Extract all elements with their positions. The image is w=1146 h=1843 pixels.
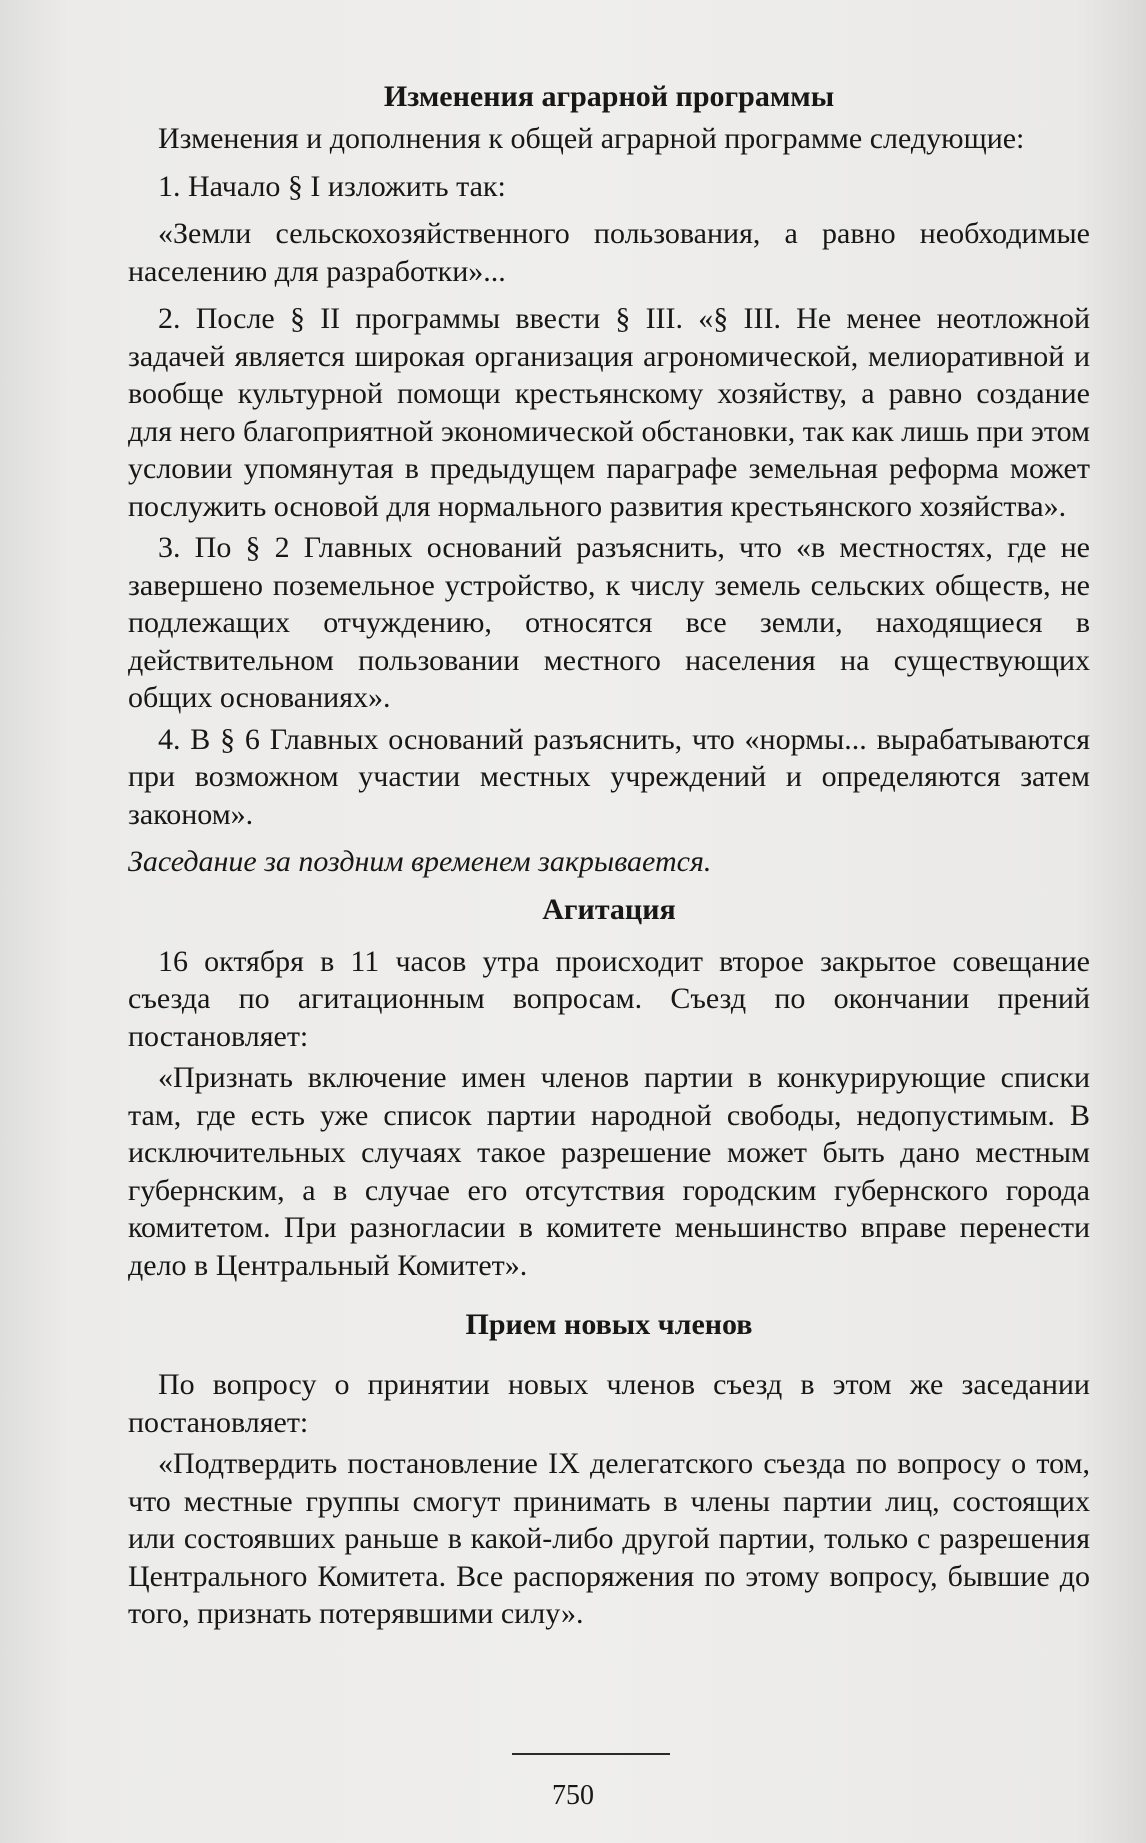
text-column <box>128 78 1090 1633</box>
paragraph: Изменения и дополнения к общей аграрной программе следующие: <box>158 122 1025 155</box>
paragraph: «Земли сельскохозяйственного пользования, а равно необходимые населению для разработки»... <box>128 217 1090 288</box>
paragraph: «Подтвердить постановление IX делегатского съезда по вопросу о том, что местные группы смогут принимать в члены партии лиц, состоящих или состоявших раньше в какой-либо другой партии, только с разрешения Центрального Комитета. Все распоряжения по этому вопросу, бывшие до того, признать потерявшими силу». <box>128 1447 1090 1630</box>
paragraph: 2. После § II программы ввести § III. «§ III. Не менее неотложной задачей является широкая организация агрономической, мелиоративной и вообще культурной помощи крестьянскому хозяйству, а равно создание для него благоприятной экономической обстановки, так как лишь при этом условии упомянутая в предыдущем параграфе земельная реформа может послужить основой для нормального развития крестьянского хозяйства». <box>128 302 1090 523</box>
section-heading-agitation: Агитация <box>542 892 676 926</box>
paragraph: 16 октября в 11 часов утра происходит второе закрытое совещание съезда по агитационным вопросам. Съезд по окончании прений постановляет: <box>128 944 1090 1053</box>
paragraph: По вопросу о принятии новых членов съезд в этом же заседании постановляет: <box>128 1368 1090 1439</box>
paragraph: 3. По § 2 Главных оснований разъяснить, что «в местностях, где не завершено поземельное устройство, к числу земель сельских обществ, не подлежащих отчуждению, относятся все земли, находящиеся в действительном пользовании местного населения на существующих общих основаниях». <box>128 531 1090 714</box>
paragraph: 4. В § 6 Главных оснований разъяснить, что «нормы... вырабатываются при возможном участии местных учреждений и определяются затем законом». <box>128 722 1090 831</box>
section-heading-new-members: Прием новых членов <box>465 1308 753 1341</box>
page-number: 750 <box>552 1780 594 1811</box>
footnote-divider <box>512 1753 670 1755</box>
session-closing-note: Заседание за поздним временем закрывается. <box>128 845 712 878</box>
paragraph: 1. Начало § I изложить так: <box>158 169 506 203</box>
section-heading-agrarian: Изменения аграрной программы <box>383 80 835 113</box>
paragraph: «Признать включение имен членов партии в конкурирующие списки там, где есть уже список партии народной свободы, недопустимым. В исключительных случаях такое разрешение может быть дано местным губернским, а в случае его отсутствия городским губернского города комитетом. При разногласии в комитете меньшинство вправе перенести дело в Центральный Комитет». <box>128 1061 1090 1282</box>
